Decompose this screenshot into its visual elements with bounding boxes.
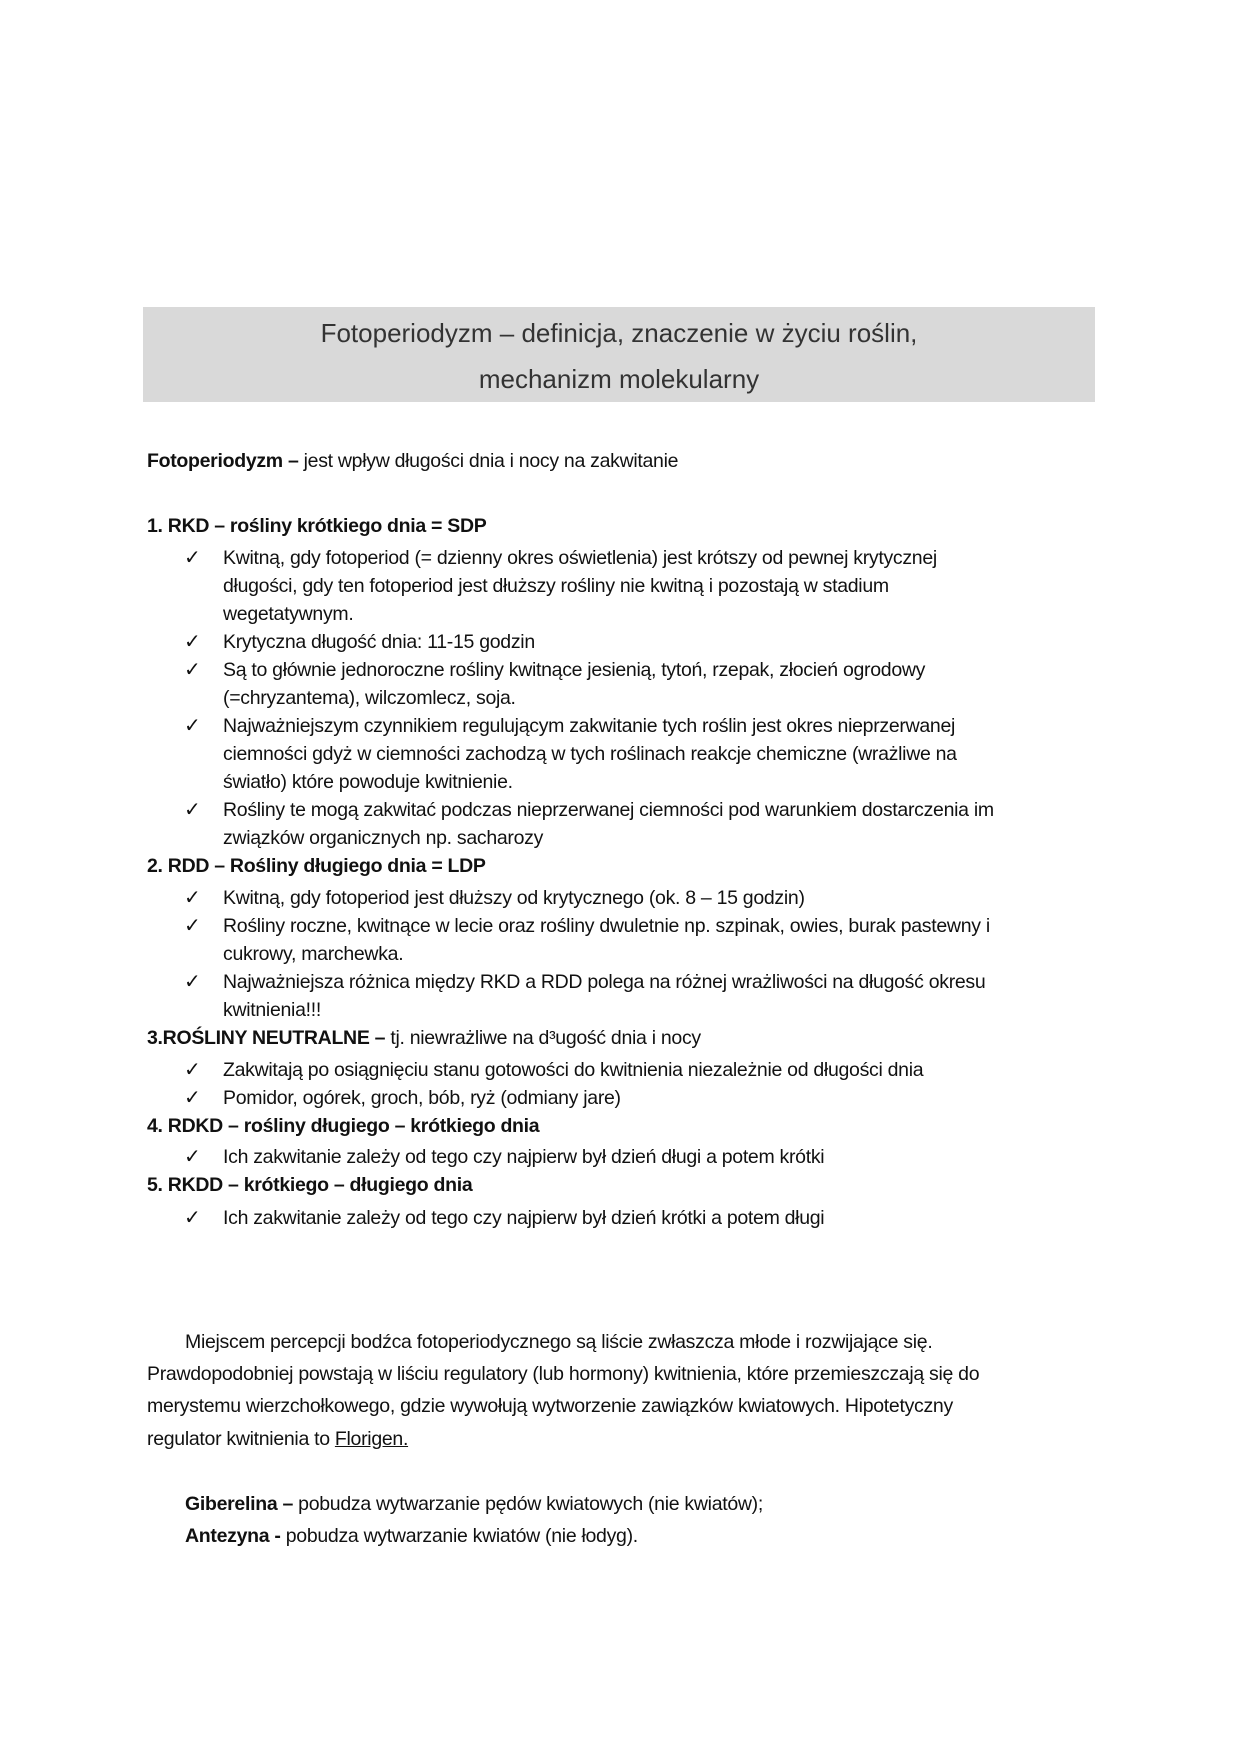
hormone-term: Giberelina – <box>185 1493 294 1515</box>
bullet-line: ciemności gdyż w ciemności zachodzą w tych roślinach reakcje chemiczne (wrażliwe na <box>223 743 957 765</box>
section-heading-text: 2. RDD – Rośliny długiego dnia = LDP <box>147 855 486 877</box>
title-line: mechanizm molekularny <box>478 364 760 394</box>
checkmark-icon: ✓ <box>184 971 201 993</box>
checkmark-icon: ✓ <box>184 631 201 653</box>
paragraph-line <box>147 1425 408 1453</box>
section-heading <box>147 1112 539 1140</box>
checkmark-icon: ✓ <box>184 915 201 937</box>
bullet-line: (=chryzantema), wilczomlecz, soja. <box>223 687 516 709</box>
hormone-giberelina <box>185 1490 763 1518</box>
bullet-line: długości, gdy ten fotoperiod jest dłuższy rośliny nie kwitną i pozostają w stadium <box>223 575 889 597</box>
checkmark-icon: ✓ <box>184 1146 201 1168</box>
bullet-line: Rośliny te mogą zakwitać podczas nieprzerwanej ciemności pod warunkiem dostarczenia im <box>223 799 994 821</box>
bullet-line: Najważniejszym czynnikiem regulującym zakwitanie tych roślin jest okres nieprzerwanej <box>223 715 956 737</box>
bullet-line: związków organicznych np. sacharozy <box>223 827 544 849</box>
florigen-link[interactable]: Florigen. <box>334 1428 409 1450</box>
definition-text: jest wpływ długości dnia i nocy na zakwitanie <box>298 450 679 472</box>
hormone-term: Antezyna - <box>185 1525 281 1547</box>
definition <box>147 447 678 475</box>
hormone-text: pobudza wytwarzanie pędów kwiatowych (nie kwiatów); <box>293 1493 763 1515</box>
section-heading <box>147 1024 701 1052</box>
section-heading <box>147 852 486 880</box>
bullet-line: Zakwitają po osiągnięciu stanu gotowości do kwitnienia niezależnie od długości dnia <box>223 1059 924 1081</box>
section-heading-text: 5. RKDD – krótkiego – długiego dnia <box>147 1174 473 1196</box>
bullet-line: Najważniejsza różnica między RKD a RDD polega na różnej wrażliwości na długość okresu <box>223 971 986 993</box>
bullet-line: Kwitną, gdy fotoperiod jest dłuższy od krytycznego (ok. 8 – 15 godzin) <box>223 887 805 909</box>
paragraph-text: regulator kwitnienia to <box>147 1428 335 1450</box>
section-heading-text: 4. RDKD – rośliny długiego – krótkiego dnia <box>147 1115 540 1137</box>
checkmark-icon: ✓ <box>184 1087 201 1109</box>
bullet-line: Kwitną, gdy fotoperiod (= dzienny okres oświetlenia) jest krótszy od pewnej krytycznej <box>223 547 937 569</box>
document-title <box>143 307 1095 402</box>
hormone-text: pobudza wytwarzanie kwiatów (nie łodyg). <box>280 1525 638 1547</box>
bullet-line: Ich zakwitanie zależy od tego czy najpierw był dzień krótki a potem długi <box>223 1207 825 1229</box>
section-heading-rest: tj. niewrażliwe na d³ugość dnia i nocy <box>385 1027 701 1049</box>
checkmark-icon: ✓ <box>184 547 201 569</box>
title-line: Fotoperiodyzm – definicja, znaczenie w życiu roślin, <box>320 318 918 348</box>
bullet-line: światło) które powoduje kwitnienie. <box>223 771 513 793</box>
bullet-line: Ich zakwitanie zależy od tego czy najpierw był dzień długi a potem krótki <box>223 1146 825 1168</box>
bullet-line: kwitnienia!!! <box>223 999 321 1021</box>
section-heading-text: 1. RKD – rośliny krótkiego dnia = SDP <box>147 515 487 537</box>
bullet-line: Krytyczna długość dnia: 11-15 godzin <box>223 631 535 653</box>
paragraph-line: Miejscem percepcji bodźca fotoperiodycznego są liście zwłaszcza młode i rozwijające się. <box>185 1331 933 1353</box>
section-heading <box>147 512 486 540</box>
bullet-line: wegetatywnym. <box>223 603 354 625</box>
section-heading <box>147 1171 472 1199</box>
hormone-antezyna <box>185 1522 638 1550</box>
bullet-line: Są to głównie jednoroczne rośliny kwitnące jesienią, tytoń, rzepak, złocień ogrodowy <box>223 659 926 681</box>
checkmark-icon: ✓ <box>184 887 201 909</box>
paragraph-line: Prawdopodobniej powstają w liściu regulatory (lub hormony) kwitnienia, które przemieszczają się do <box>147 1363 980 1385</box>
bullet-line: Rośliny roczne, kwitnące w lecie oraz rośliny dwuletnie np. szpinak, owies, burak pastewny i <box>223 915 990 937</box>
checkmark-icon: ✓ <box>184 659 201 681</box>
section-heading-text: 3.ROŚLINY NEUTRALNE – <box>147 1027 386 1049</box>
checkmark-icon: ✓ <box>184 715 201 737</box>
bullet-line: Pomidor, ogórek, groch, bób, ryż (odmiany jare) <box>223 1087 621 1109</box>
bullet-line: cukrowy, marchewka. <box>223 943 404 965</box>
checkmark-icon: ✓ <box>184 1059 201 1081</box>
paragraph-line: merystemu wierzchołkowego, gdzie wywołują wytworzenie zawiązków kwiatowych. Hipotetyczny <box>147 1395 953 1417</box>
checkmark-icon: ✓ <box>184 1207 201 1229</box>
checkmark-icon: ✓ <box>184 799 201 821</box>
definition-term: Fotoperiodyzm – <box>147 450 299 472</box>
